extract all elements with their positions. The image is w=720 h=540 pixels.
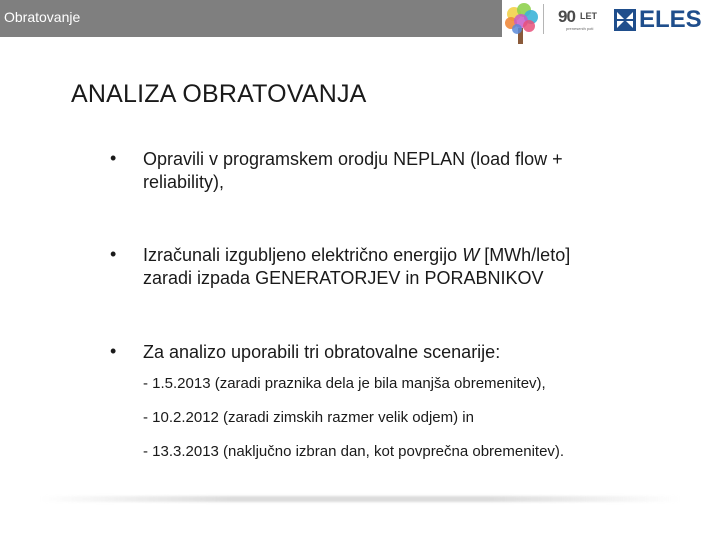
bullet-line [143,244,663,267]
header-bar [0,0,502,37]
bottom-shadow [40,496,680,502]
scenario-item: - 10.2.2012 (zaradi zimskih razmer velik odjem) in [143,409,474,426]
anniversary-number: 90 [558,7,575,26]
scenario-item: - 1.5.2013 (zaradi praznika dela je bila manjša obremenitev), [143,375,546,392]
bullet-marker: • [110,148,117,168]
tree-logo-icon [502,0,540,46]
bullet-marker: • [110,244,117,264]
energy-variable: W [462,245,480,265]
eles-logo [614,6,714,33]
logo-area [502,0,720,37]
anniversary-tagline: prenesenih poti [566,26,594,31]
bullet-line-end: [MWh/leto] [479,245,571,265]
bullet-line-start: Izračunali izgubljeno električno energijo [143,245,463,265]
anniversary-logo [558,7,608,33]
bullet-marker: • [110,341,117,361]
logo-divider [543,4,544,34]
bullet-line: Opravili v programskem orodju NEPLAN (load flow + [143,149,563,169]
scenario-item: - 13.3.2013 (naključno izbran dan, kot povprečna obremenitev). [143,443,565,460]
bullet-text [143,148,663,194]
bullet-line: zaradi izpada GENERATORJEV in PORABNIKOV [143,268,544,288]
header-title: Obratovanje [4,9,81,25]
bullet-line: reliability), [143,172,225,192]
bullet-text [143,341,663,364]
bullet-text [143,244,663,290]
eles-mark-icon [614,9,636,31]
slide-title: ANALIZA OBRATOVANJA [71,80,367,108]
anniversary-word: LET [580,11,597,21]
bullet-line: Za analizo uporabili tri obratovalne scenarije: [143,342,501,362]
company-name: ELES [639,6,702,33]
